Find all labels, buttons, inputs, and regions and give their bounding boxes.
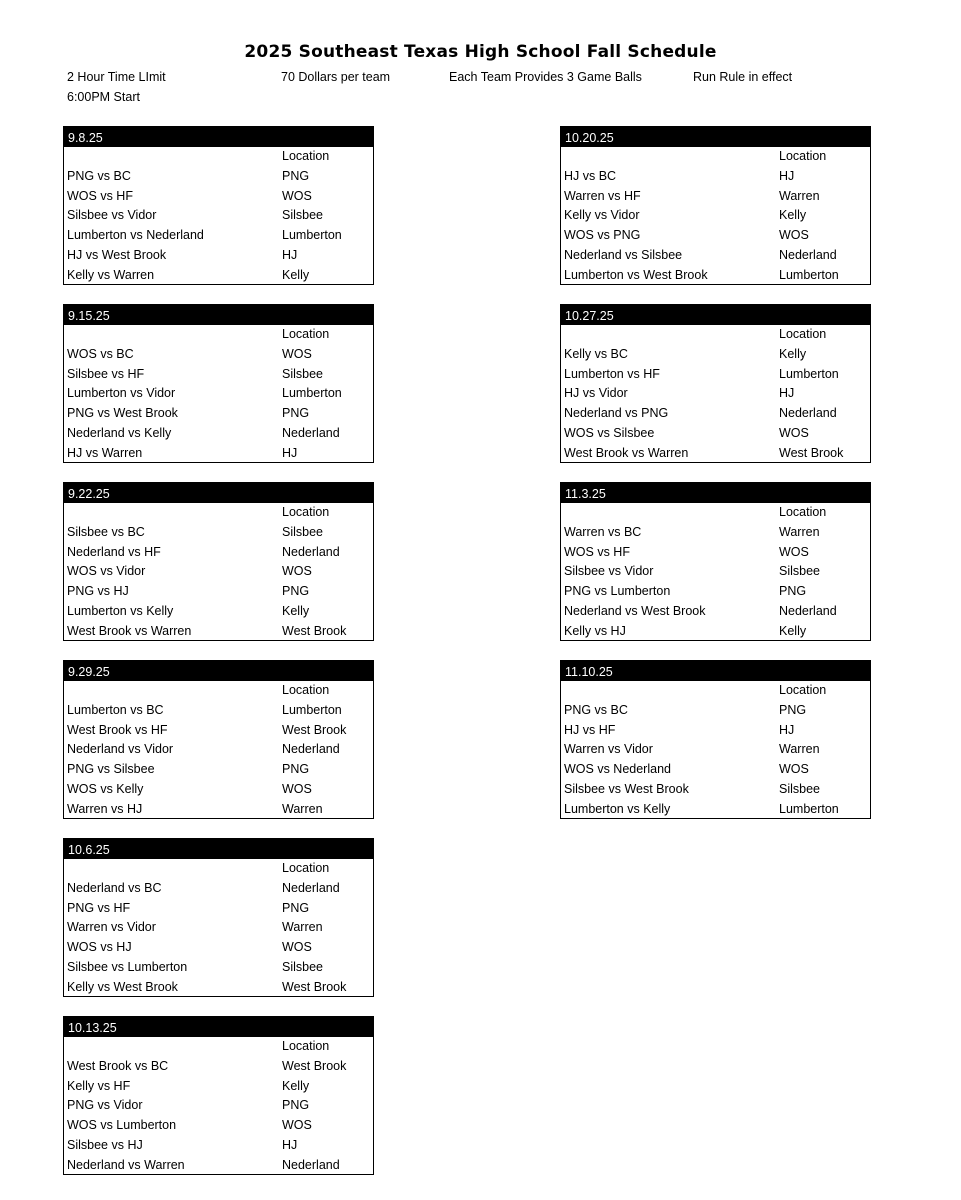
matchup: Lumberton vs BC <box>67 702 164 717</box>
game-location: WOS <box>779 762 809 777</box>
week-date-header: 10.13.25 <box>64 1017 373 1037</box>
game-row <box>561 760 870 780</box>
matchup: Lumberton vs Nederland <box>67 228 204 243</box>
game-location: Lumberton <box>779 366 839 381</box>
week-block <box>63 838 374 997</box>
location-column-header: Location <box>282 861 330 875</box>
matchup: WOS vs Kelly <box>67 781 144 796</box>
game-row <box>64 780 373 800</box>
game-row <box>561 523 870 543</box>
game-row <box>64 444 373 464</box>
game-row <box>561 384 870 404</box>
matchup: WOS vs PNG <box>564 228 641 243</box>
game-location: Silsbee <box>282 366 323 381</box>
game-location: Silsbee <box>282 524 323 539</box>
game-location: Kelly <box>779 208 807 223</box>
game-row <box>64 701 373 721</box>
matchup: WOS vs HF <box>67 188 133 203</box>
game-row <box>64 582 373 602</box>
matchup: HJ vs Vidor <box>564 386 628 401</box>
game-row <box>64 1136 373 1156</box>
matchup: PNG vs HF <box>67 900 131 915</box>
week-date-header: 9.8.25 <box>64 127 373 147</box>
game-location: Warren <box>779 188 820 203</box>
matchup: Silsbee vs Vidor <box>67 208 157 223</box>
game-row <box>64 365 373 385</box>
game-location: Nederland <box>282 880 340 895</box>
game-location: HJ <box>779 722 795 737</box>
week-block <box>63 1016 374 1175</box>
game-location: Kelly <box>282 1078 310 1093</box>
week-date-header: 11.10.25 <box>561 661 870 681</box>
game-row <box>64 266 373 286</box>
game-location: HJ <box>282 1137 298 1152</box>
game-row <box>561 424 870 444</box>
week-date-header: 9.15.25 <box>64 305 373 325</box>
matchup: Silsbee vs BC <box>67 524 145 539</box>
location-column-header: Location <box>282 327 330 341</box>
game-location: Nederland <box>282 1157 340 1172</box>
matchup: Warren vs Vidor <box>67 920 156 935</box>
game-location: Silsbee <box>779 564 820 579</box>
week-block <box>63 304 374 463</box>
location-header-row <box>64 681 373 701</box>
game-row <box>64 721 373 741</box>
game-row <box>561 740 870 760</box>
week-date-header: 9.29.25 <box>64 661 373 681</box>
game-row <box>561 622 870 642</box>
game-location: PNG <box>282 406 310 421</box>
game-row <box>64 1096 373 1116</box>
matchup: West Brook vs HF <box>67 722 168 737</box>
game-row <box>561 206 870 226</box>
location-column-header: Location <box>779 149 827 163</box>
matchup: Kelly vs West Brook <box>67 979 178 994</box>
run-rule-note: Run Rule in effect <box>693 70 793 84</box>
game-row <box>561 187 870 207</box>
game-location: Warren <box>282 920 323 935</box>
game-row <box>561 266 870 286</box>
game-row <box>64 345 373 365</box>
game-location: Nederland <box>282 425 340 440</box>
game-location: West Brook <box>282 623 347 638</box>
game-location: Lumberton <box>779 801 839 816</box>
game-location: WOS <box>779 425 809 440</box>
week-block <box>560 660 871 819</box>
game-location: WOS <box>282 940 312 955</box>
game-location: Lumberton <box>779 267 839 282</box>
matchup: PNG vs BC <box>564 702 628 717</box>
week-block <box>560 482 871 641</box>
matchup: Lumberton vs West Brook <box>564 267 708 282</box>
game-row <box>64 899 373 919</box>
game-row <box>561 602 870 622</box>
game-location: PNG <box>282 900 310 915</box>
game-location: Silsbee <box>282 959 323 974</box>
week-date-header: 10.27.25 <box>561 305 870 325</box>
matchup: Lumberton vs HF <box>564 366 660 381</box>
week-block <box>560 304 871 463</box>
game-location: Nederland <box>779 406 837 421</box>
week-block <box>63 126 374 285</box>
game-location: HJ <box>779 386 795 401</box>
game-row <box>561 404 870 424</box>
game-location: PNG <box>282 584 310 599</box>
matchup: West Brook vs Warren <box>564 445 689 460</box>
game-location: HJ <box>779 168 795 183</box>
game-location: Kelly <box>779 346 807 361</box>
location-header-row <box>64 325 373 345</box>
game-row <box>561 562 870 582</box>
matchup: Nederland vs HF <box>67 544 161 559</box>
game-location: Kelly <box>282 603 310 618</box>
matchup: Warren vs Vidor <box>564 742 653 757</box>
location-header-row <box>561 503 870 523</box>
matchup: Silsbee vs Vidor <box>564 564 654 579</box>
matchup: PNG vs BC <box>67 168 131 183</box>
start-time-note: 6:00PM Start <box>67 90 140 104</box>
game-location: PNG <box>779 584 807 599</box>
location-header-row <box>561 325 870 345</box>
matchup: Nederland vs PNG <box>564 406 669 421</box>
game-location: PNG <box>282 762 310 777</box>
week-date-header: 10.20.25 <box>561 127 870 147</box>
matchup: Warren vs HJ <box>67 801 143 816</box>
game-row <box>64 206 373 226</box>
matchup: West Brook vs Warren <box>67 623 192 638</box>
game-location: WOS <box>779 228 809 243</box>
location-column-header: Location <box>282 505 330 519</box>
game-row <box>64 246 373 266</box>
game-row <box>64 918 373 938</box>
fee-note: 70 Dollars per team <box>281 70 391 84</box>
matchup: West Brook vs BC <box>67 1058 169 1073</box>
game-row <box>64 1057 373 1077</box>
matchup: Kelly vs HF <box>67 1078 131 1093</box>
week-block <box>63 660 374 819</box>
matchup: HJ vs West Brook <box>67 247 167 262</box>
game-row <box>64 800 373 820</box>
matchup: PNG vs Vidor <box>67 1098 143 1113</box>
location-column-header: Location <box>282 683 330 697</box>
game-row <box>561 246 870 266</box>
game-row <box>64 1077 373 1097</box>
time-limit-note: 2 Hour Time LImit <box>67 70 166 84</box>
game-row <box>561 800 870 820</box>
game-row <box>561 444 870 464</box>
game-location: West Brook <box>282 722 347 737</box>
game-row <box>561 721 870 741</box>
game-location: Warren <box>779 742 820 757</box>
matchup: Nederland vs Vidor <box>67 742 174 757</box>
matchup: Kelly vs Warren <box>67 267 155 282</box>
game-row <box>561 226 870 246</box>
game-location: WOS <box>282 1118 312 1133</box>
matchup: Kelly vs BC <box>564 346 628 361</box>
game-location: Kelly <box>779 623 807 638</box>
game-row <box>64 1116 373 1136</box>
matchup: WOS vs Nederland <box>564 762 671 777</box>
game-location: WOS <box>282 781 312 796</box>
matchup: WOS vs HF <box>564 544 630 559</box>
week-block <box>560 126 871 285</box>
location-header-row <box>561 681 870 701</box>
location-column-header: Location <box>779 505 827 519</box>
game-row <box>64 384 373 404</box>
game-row <box>64 958 373 978</box>
matchup: Nederland vs Kelly <box>67 425 172 440</box>
location-header-row <box>64 859 373 879</box>
game-location: WOS <box>779 544 809 559</box>
matchup: Silsbee vs HJ <box>67 1137 143 1152</box>
game-location: HJ <box>282 445 298 460</box>
matchup: WOS vs Lumberton <box>67 1118 177 1133</box>
game-row <box>64 523 373 543</box>
matchup: Nederland vs BC <box>67 880 162 895</box>
game-row <box>64 622 373 642</box>
game-location: Lumberton <box>282 386 342 401</box>
game-location: WOS <box>282 188 312 203</box>
game-location: West Brook <box>282 979 347 994</box>
matchup: Warren vs BC <box>564 524 642 539</box>
game-row <box>64 740 373 760</box>
game-location: HJ <box>282 247 298 262</box>
game-location: PNG <box>282 168 310 183</box>
game-row <box>64 562 373 582</box>
location-column-header: Location <box>282 149 330 163</box>
matchup: WOS vs Vidor <box>67 564 146 579</box>
game-location: Silsbee <box>779 781 820 796</box>
matchup: Nederland vs West Brook <box>564 603 706 618</box>
game-location: Nederland <box>779 603 837 618</box>
game-location: Nederland <box>282 742 340 757</box>
game-location: Warren <box>282 801 323 816</box>
game-row <box>64 1156 373 1176</box>
game-location: PNG <box>779 702 807 717</box>
matchup: WOS vs HJ <box>67 940 132 955</box>
location-header-row <box>561 147 870 167</box>
location-column-header: Location <box>779 327 827 341</box>
matchup: PNG vs West Brook <box>67 406 178 421</box>
game-row <box>64 760 373 780</box>
game-row <box>561 167 870 187</box>
week-date-header: 11.3.25 <box>561 483 870 503</box>
location-header-row <box>64 1037 373 1057</box>
matchup: Nederland vs Warren <box>67 1157 185 1172</box>
matchup: Silsbee vs Lumberton <box>67 959 188 974</box>
game-row <box>64 226 373 246</box>
game-location: Silsbee <box>282 208 323 223</box>
matchup: Lumberton vs Vidor <box>67 386 176 401</box>
game-location: Kelly <box>282 267 310 282</box>
game-location: PNG <box>282 1098 310 1113</box>
game-row <box>64 424 373 444</box>
game-row <box>561 543 870 563</box>
week-block <box>63 482 374 641</box>
matchup: Lumberton vs Kelly <box>67 603 174 618</box>
week-date-header: 9.22.25 <box>64 483 373 503</box>
matchup: Kelly vs HJ <box>564 623 626 638</box>
matchup: Kelly vs Vidor <box>564 208 640 223</box>
game-location: Lumberton <box>282 702 342 717</box>
matchup: Warren vs HF <box>564 188 641 203</box>
game-location: Warren <box>779 524 820 539</box>
location-header-row <box>64 147 373 167</box>
game-row <box>64 879 373 899</box>
game-location: Nederland <box>779 247 837 262</box>
matchup: PNG vs HJ <box>67 584 129 599</box>
game-row <box>561 365 870 385</box>
game-row <box>64 602 373 622</box>
location-column-header: Location <box>282 1039 330 1053</box>
matchup: PNG vs Silsbee <box>67 762 155 777</box>
game-row <box>561 780 870 800</box>
matchup: Silsbee vs West Brook <box>564 781 689 796</box>
location-header-row <box>64 503 373 523</box>
game-location: Lumberton <box>282 228 342 243</box>
game-row <box>64 978 373 998</box>
game-location: West Brook <box>282 1058 347 1073</box>
page-title: 2025 Southeast Texas High School Fall Schedule <box>244 42 717 62</box>
game-row <box>64 938 373 958</box>
week-date-header: 10.6.25 <box>64 839 373 859</box>
matchup: HJ vs Warren <box>67 445 143 460</box>
game-location: WOS <box>282 346 312 361</box>
location-column-header: Location <box>779 683 827 697</box>
game-row <box>64 167 373 187</box>
matchup: WOS vs BC <box>67 346 134 361</box>
matchup: HJ vs HF <box>564 722 616 737</box>
game-row <box>64 543 373 563</box>
game-row <box>64 404 373 424</box>
matchup: HJ vs BC <box>564 168 617 183</box>
game-row <box>561 582 870 602</box>
game-location: WOS <box>282 564 312 579</box>
game-row <box>561 701 870 721</box>
matchup: PNG vs Lumberton <box>564 584 671 599</box>
matchup: Nederland vs Silsbee <box>564 247 683 262</box>
game-location: West Brook <box>779 445 844 460</box>
matchup: Lumberton vs Kelly <box>564 801 671 816</box>
game-balls-note: Each Team Provides 3 Game Balls <box>449 70 642 84</box>
game-location: Nederland <box>282 544 340 559</box>
game-row <box>561 345 870 365</box>
game-row <box>64 187 373 207</box>
matchup: WOS vs Silsbee <box>564 425 655 440</box>
matchup: Silsbee vs HF <box>67 366 145 381</box>
